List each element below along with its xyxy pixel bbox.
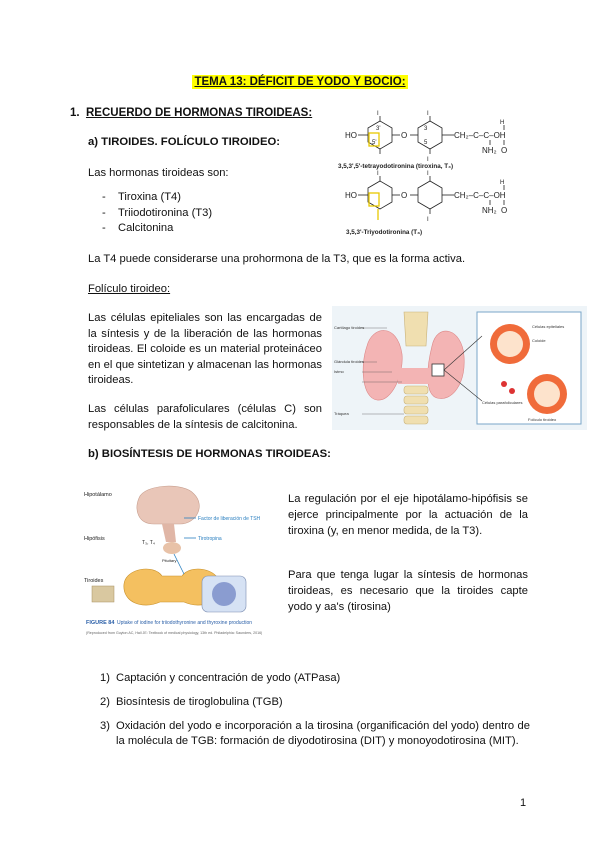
iodine-label: I	[427, 171, 429, 177]
synthesis-steps-list	[100, 671, 530, 758]
ho-label: HO	[345, 131, 357, 140]
iodine-label: I	[377, 111, 379, 117]
list-item: - Triiodotironina (T3)	[102, 206, 212, 222]
h-label: H	[500, 120, 505, 126]
figure-label: Cartílago tiroides	[334, 325, 365, 330]
figure-label: Células epiteliales	[532, 324, 565, 329]
figure-label: Istmo	[334, 369, 344, 374]
nh2-label: NH₂	[482, 206, 497, 215]
pituitary-level-label: Hipófisis	[84, 536, 105, 542]
chain-label: CH₂–C–C–OH	[454, 131, 506, 140]
follicle-paragraph: Las células epiteliales son las encargadas de la síntesis y de la liberación de las hormonas tiroideas. El coloide es un material proteináceo en el que sintetizan y almacenan las hormonas tiroideas.	[88, 312, 322, 386]
chain-label: CH₂–C–C–OH	[454, 191, 506, 200]
figure-label: Coloide	[532, 338, 546, 343]
t3t4-label: T₃, T₄	[142, 540, 155, 546]
ring-position-label: 3	[424, 126, 428, 132]
iodine-label: I	[427, 217, 429, 223]
carbonyl-label: O	[501, 206, 508, 215]
subsection-b-heading: b) BIOSÍNTESIS DE HORMONAS TIROIDEAS:	[88, 448, 331, 460]
iodine-label: I	[377, 171, 379, 177]
hormones-intro: Las hormonas tiroideas son:	[88, 167, 229, 179]
synthesis-paragraph: Para que tenga lugar la síntesis de hormonas tiroideas, es necesario que la tiroides capte yodo y aa's (tirosina)	[288, 569, 528, 613]
list-item: 1) Captación y concentración de yodo (ATPasa)	[100, 672, 341, 684]
hormone-structures-figure	[338, 111, 538, 242]
h-label: H	[500, 180, 505, 186]
figure-label: Folículo tiroideo	[528, 417, 557, 422]
oxygen-label: O	[401, 131, 408, 140]
list-item: - Tiroxina (T4)	[102, 190, 212, 206]
thyroid-level-label: Tiroides	[84, 578, 104, 584]
figure-number: FIGURE 84	[86, 620, 115, 626]
thyroid-follicle-figure	[332, 306, 587, 430]
figure-credit: (Reproduced from Guyton AC, Hall JE: Textbook of medical physiology, 13th ed. Philadelphia: Saunders, 2016)	[86, 631, 263, 635]
tsh-label: Tirotropina	[198, 536, 222, 542]
list-item: 3) Oxidación del yodo e incorporación a la tirosina (organificación del yodo) dentro de la molécula de TGB: formación de diyodotirosina (DIT) y monoyodotirosina (MIT).	[100, 719, 530, 748]
figure-label: Tráquea	[334, 411, 349, 416]
nh2-label: NH₂	[482, 146, 497, 155]
ho-label: HO	[345, 191, 357, 200]
list-item: - Calcitonina	[102, 221, 212, 237]
page-number: 1	[520, 797, 527, 809]
iodine-label: I	[427, 157, 429, 163]
section-heading: 1. RECUERDO DE HORMONAS TIROIDEAS:	[70, 107, 313, 119]
trh-label: Factor de liberación de TSH	[198, 516, 261, 522]
carbonyl-label: O	[501, 146, 508, 155]
oxygen-label: O	[401, 191, 408, 200]
hypothalamus-label: Hipotálamo	[84, 492, 112, 498]
regulation-paragraph: La regulación por el eje hipotálamo-hipófisis se ejerce principalmente por la actuación de la tiroxina (y, en menor medida, de la T3).	[288, 493, 528, 537]
figure-label: Glándula tiroides	[334, 359, 365, 364]
hypothalamic-pituitary-figure	[84, 484, 274, 644]
ring-position-label: 3'	[376, 126, 381, 132]
follicle-heading: Folículo tiroideo:	[88, 283, 171, 295]
ring-position-label: 5	[424, 140, 428, 146]
parafollicular-paragraph: Las células parafoliculares (células C) son responsables de la síntesis de calcitonina.	[88, 403, 322, 431]
pituitary-label: Pituitary	[162, 558, 177, 563]
prohormone-text: La T4 puede considerarse una prohormona de la T3, que es la forma activa.	[88, 253, 466, 265]
subsection-a-heading: a) TIROIDES. FOLÍCULO TIROIDEO:	[88, 136, 281, 148]
figure-label: Células parafoliculares	[482, 400, 523, 405]
list-item: 2) Biosíntesis de tiroglobulina (TGB)	[100, 695, 283, 708]
figure-caption: Uptake of iodine for triiodothyronine and thyroxine production	[117, 620, 253, 626]
t3-caption: 3,5,3'-Triyodotironina (T₃)	[346, 229, 423, 236]
hormones-list	[102, 190, 212, 237]
page-title: TEMA 13: DÉFICIT DE YODO Y BOCIO:	[194, 76, 406, 88]
ring-position-label: 5'	[372, 140, 377, 146]
iodine-label: I	[427, 111, 429, 117]
t4-caption: 3,5,3',5'-tetrayodotironina (tiroxina, T₄)	[338, 163, 454, 170]
